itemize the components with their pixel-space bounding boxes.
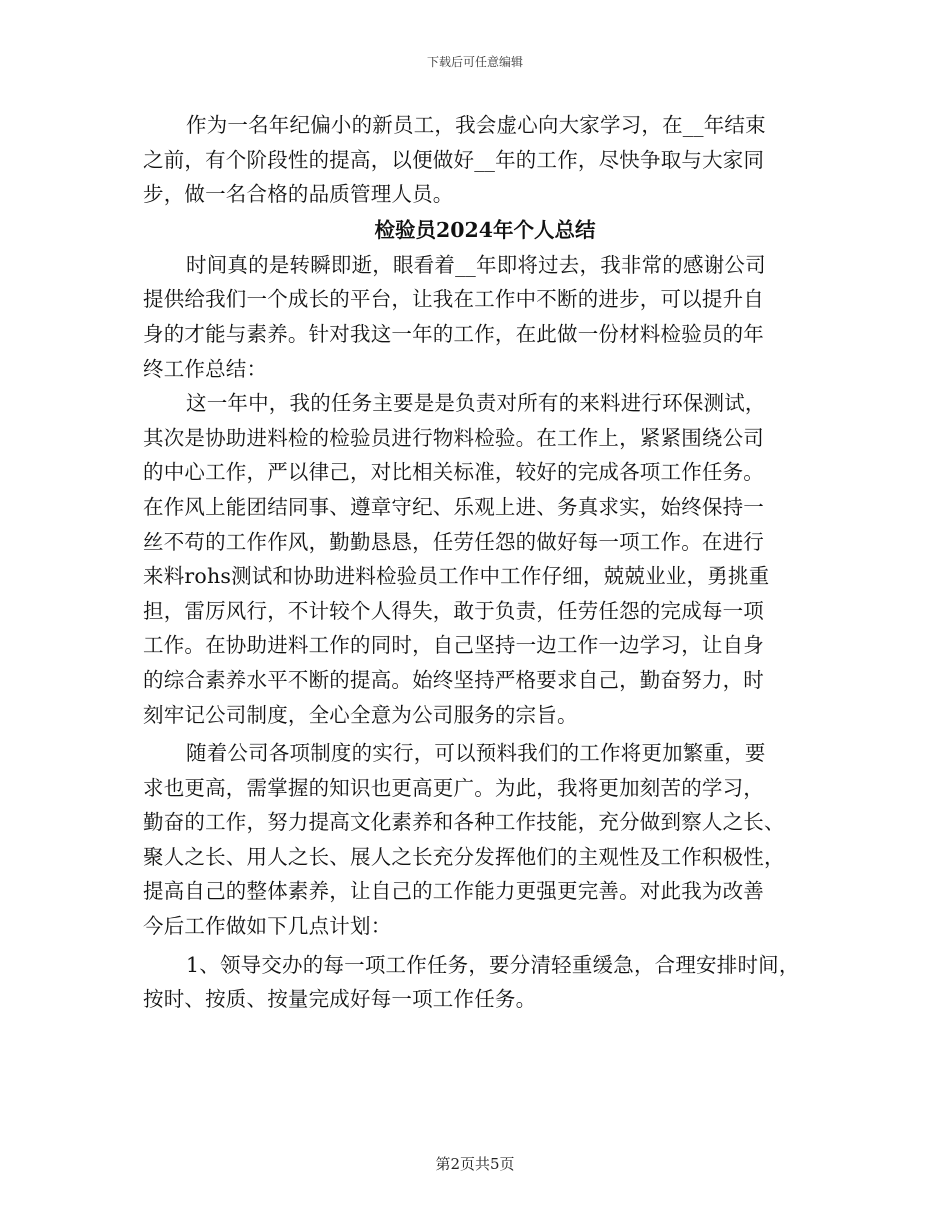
paragraph-line: 丝不苟的工作作风，勤勤恳恳，任劳任怨的做好每一项工作。在进行	[143, 529, 764, 554]
paragraph-line: 勤奋的工作，努力提高文化素养和各种工作技能，充分做到察人之长、	[143, 810, 785, 835]
paragraph-2	[143, 248, 813, 386]
paragraph-line: 时间真的是转瞬即逝，眼看着__年即将过去，我非常的感谢公司	[186, 252, 766, 277]
paragraph-line: 提供给我们一个成长的平台，让我在工作中不断的进步，可以提升自	[143, 287, 764, 312]
paragraph-line: 来料rohs测试和协助进料检验员工作中工作仔细，兢兢业业，勇挑重	[143, 564, 770, 589]
paragraph-1	[143, 108, 813, 212]
paragraph-line: 终工作总结：	[143, 356, 268, 381]
document-body	[143, 108, 813, 1017]
paragraph-line: 刻牢记公司制度，全心全意为公司服务的宗旨。	[143, 702, 578, 727]
paragraph-line: 之前，有个阶段性的提高，以便做好__年的工作，尽快争取与大家同	[143, 147, 765, 172]
paragraph-line: 步，做一名合格的品质管理人员。	[143, 182, 454, 207]
paragraph-line: 求也更高，需掌握的知识也更高更广。为此，我将更加刻苦的学习，	[143, 775, 764, 800]
paragraph-line: 按时、按质、按量完成好每一项工作任务。	[143, 987, 537, 1012]
paragraph-3	[143, 386, 813, 732]
paragraph-line: 担，雷厉风行，不计较个人得失，敢于负责，任劳任怨的完成每一项	[143, 598, 764, 623]
paragraph-5	[143, 948, 813, 1017]
paragraph-line: 聚人之长、用人之长、展人之长充分发挥他们的主观性及工作积极性，	[143, 844, 785, 869]
paragraph-line: 的中心工作，严以律己，对比相关标准，较好的完成各项工作任务。	[143, 460, 764, 485]
header-note: 下载后可任意编辑	[426, 55, 523, 69]
paragraph-4	[143, 736, 813, 944]
section-title: 检验员2024年个人总结	[374, 217, 596, 242]
paragraph-line: 今后工作做如下几点计划：	[143, 914, 392, 939]
paragraph-line: 身的才能与素养。针对我这一年的工作，在此做一份材料检验员的年	[143, 321, 764, 346]
paragraph-line: 在作风上能团结同事、遵章守纪、乐观上进、务真求实，始终保持一	[143, 494, 764, 519]
paragraph-line: 这一年中，我的任务主要是是负责对所有的来料进行环保测试，	[186, 391, 766, 416]
paragraph-line: 的综合素养水平不断的提高。始终坚持严格要求自己，勤奋努力，时	[143, 667, 764, 692]
paragraph-line: 1、领导交办的每一项工作任务，要分清轻重缓急，合理安排时间，	[186, 952, 800, 977]
paragraph-line: 其次是协助进料检的检验员进行物料检验。在工作上，紧紧围绕公司	[143, 425, 764, 450]
paragraph-line: 提高自己的整体素养，让自己的工作能力更强更完善。对此我为改善	[143, 879, 764, 904]
page-number: 第2页共5页	[435, 1155, 515, 1173]
paragraph-line: 工作。在协助进料工作的同时，自己坚持一边工作一边学习，让自身	[143, 633, 764, 658]
paragraph-line: 随着公司各项制度的实行，可以预料我们的工作将更加繁重，要	[186, 741, 766, 766]
paragraph-line: 作为一名年纪偏小的新员工，我会虚心向大家学习，在__年结束	[186, 113, 766, 137]
